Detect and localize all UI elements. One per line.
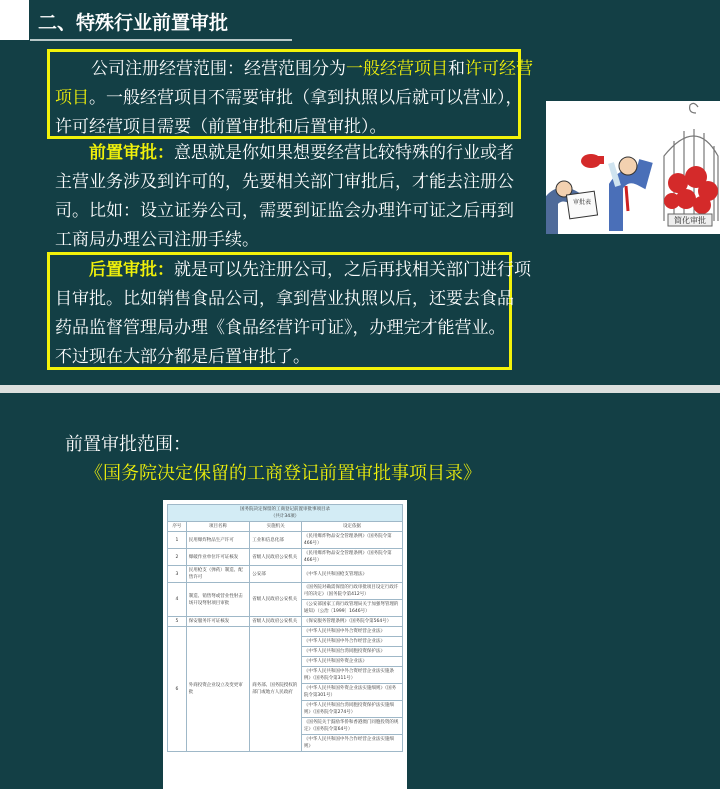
slide-separator [0, 385, 720, 393]
cell-basis: 《民用爆炸物品安全管理条例》（国务院令第466号） [301, 532, 402, 549]
text: 主营业务涉及到许可的，先要相关部门审批后，才能去注册公 [55, 172, 514, 192]
cell-name: 保安服务许可证核发 [186, 617, 249, 627]
table-row [168, 549, 403, 566]
column-header: 项目名称 [186, 522, 249, 532]
text: 意思就是你如果想要经营比较特殊的行业或者 [174, 143, 514, 163]
cage-label: 简化审批 [674, 216, 706, 225]
pre-approval-term: 前置审批： [89, 143, 174, 163]
table-caption [168, 505, 403, 522]
cell-basis: 《中华人民共和国中外合资经营企业法》 [301, 627, 402, 637]
cell-basis: 《中华人民共和国外资企业法实施细则》（国务院令第301号） [301, 684, 402, 701]
cell-name: 爆破作业单位许可证核发 [186, 549, 249, 566]
post-approval-paragraph [55, 256, 531, 372]
table-row [168, 566, 403, 583]
cell-name: 外商投资企业设立及变更审批 [186, 627, 249, 752]
cell-name: 制造、销售弩或营业性射击场开设弩射项目审批 [186, 583, 249, 617]
text: 工商局办理公司注册手续。 [55, 230, 259, 250]
catalog-title: 《国务院决定保留的工商登记前置审批事项目录》 [85, 463, 481, 484]
column-header: 实施机关 [250, 522, 302, 532]
cell-basis: 《民用爆炸物品安全管理条例》（国务院令第466号） [301, 549, 402, 566]
cell-basis: 《中华人民共和国台湾同胞投资保护法实施细则》（国务院令第274号） [301, 701, 402, 718]
cell-agency: 省级人民政府公安机关 [250, 617, 302, 627]
cell-agency: 公安部 [250, 566, 302, 583]
cell-no: 4 [168, 583, 187, 617]
cell-agency: 省级人民政府公安机关 [250, 549, 302, 566]
cell-basis: 《保安服务管理条例》（国务院令第564号） [301, 617, 402, 627]
cell-no: 1 [168, 532, 187, 549]
text: 和 [448, 59, 465, 79]
cell-agency: 省级人民政府公安机关 [250, 583, 302, 617]
table-row [168, 583, 403, 600]
cell-basis: 《中华人民共和国台湾同胞投资保护法》 [301, 647, 402, 657]
catalog-table [167, 504, 403, 752]
slide-special-industry-approval [0, 0, 720, 385]
column-header: 序号 [168, 522, 187, 532]
scope-paragraph [55, 55, 533, 142]
post-approval-term: 后置审批： [89, 260, 174, 280]
text: 药品监督管理局办理《食品经营许可证》，办理完才能营业。 [55, 318, 506, 338]
cell-no: 5 [168, 617, 187, 627]
slide-pre-approval-scope [0, 393, 720, 789]
text: 许可经营项目需要（前置审批和后置审批）。 [55, 117, 387, 137]
text: 公司注册经营范围：经营范围分为 [91, 59, 346, 79]
catalog-table-image [163, 500, 407, 789]
cell-no: 2 [168, 549, 187, 566]
text: 就是可以先注册公司，之后再找相关部门进行项 [174, 260, 531, 280]
text: 。一般经营项目不需要审批（拿到执照以后就可以营业）， [89, 88, 523, 108]
cell-no: 6 [168, 627, 187, 752]
table-row [168, 617, 403, 627]
cell-basis: 《公安部国家工商行政管理局关于加强弩管理的通知》（公治〔1999〕1646号） [301, 600, 402, 617]
cell-basis: 《中华人民共和国中外合资经营企业法实施条例》（国务院令第311号） [301, 667, 402, 684]
cell-agency: 商务部、国务院授权的部门或地方人民政府 [250, 627, 302, 752]
cell-name: 民用爆炸物品生产许可 [186, 532, 249, 549]
document-label: 审批表 [572, 199, 592, 206]
cell-no: 3 [168, 566, 187, 583]
table-row [168, 532, 403, 549]
column-header: 设定依据 [301, 522, 402, 532]
cell-basis: 《中华人民共和国枪支管理法》 [301, 566, 402, 583]
table-row [168, 627, 403, 637]
cell-agency: 工业和信息化部 [250, 532, 302, 549]
text: 目审批。比如销售食品公司，拿到营业执照以后，还要去食品 [55, 289, 514, 309]
title-accent-block [0, 0, 29, 40]
caption-count: （共计34项） [270, 514, 300, 519]
highlight-licensed-items: 项目 [55, 88, 89, 108]
cartoon-approval-cage-image [546, 101, 720, 234]
cell-basis: 《中华人民共和国中外合作经营企业法》 [301, 637, 402, 647]
cell-basis: 《中华人民共和国外资企业法》 [301, 657, 402, 667]
title-underline [30, 39, 292, 41]
highlight-general-items: 一般经营项目 [346, 59, 448, 79]
cell-basis: 《国务院对确需保留的行政审批项目设定行政许可的决定》（国务院令第412号） [301, 583, 402, 600]
text: 司。比如：设立证券公司，需要到证监会办理许可证之后再到 [55, 201, 514, 221]
text: 不过现在大部分都是后置审批了。 [55, 347, 310, 367]
pre-approval-paragraph [55, 139, 515, 255]
cell-name: 民用枪支（弹药）制造、配售许可 [186, 566, 249, 583]
cell-basis: 《中华人民共和国中外合作经营企业法实施细则》 [301, 735, 402, 752]
cell-basis: 《国务院关于鼓励华侨和香港澳门同胞投资的规定》（国务院令第64号） [301, 718, 402, 735]
slide-title: 二、特殊行业前置审批 [38, 12, 229, 34]
caption-text: 国务院决定保留的工商登记前置审批事项目录 [240, 507, 330, 512]
section-heading: 前置审批范围： [65, 434, 191, 455]
highlight-licensed-items: 许可经营 [465, 59, 533, 79]
